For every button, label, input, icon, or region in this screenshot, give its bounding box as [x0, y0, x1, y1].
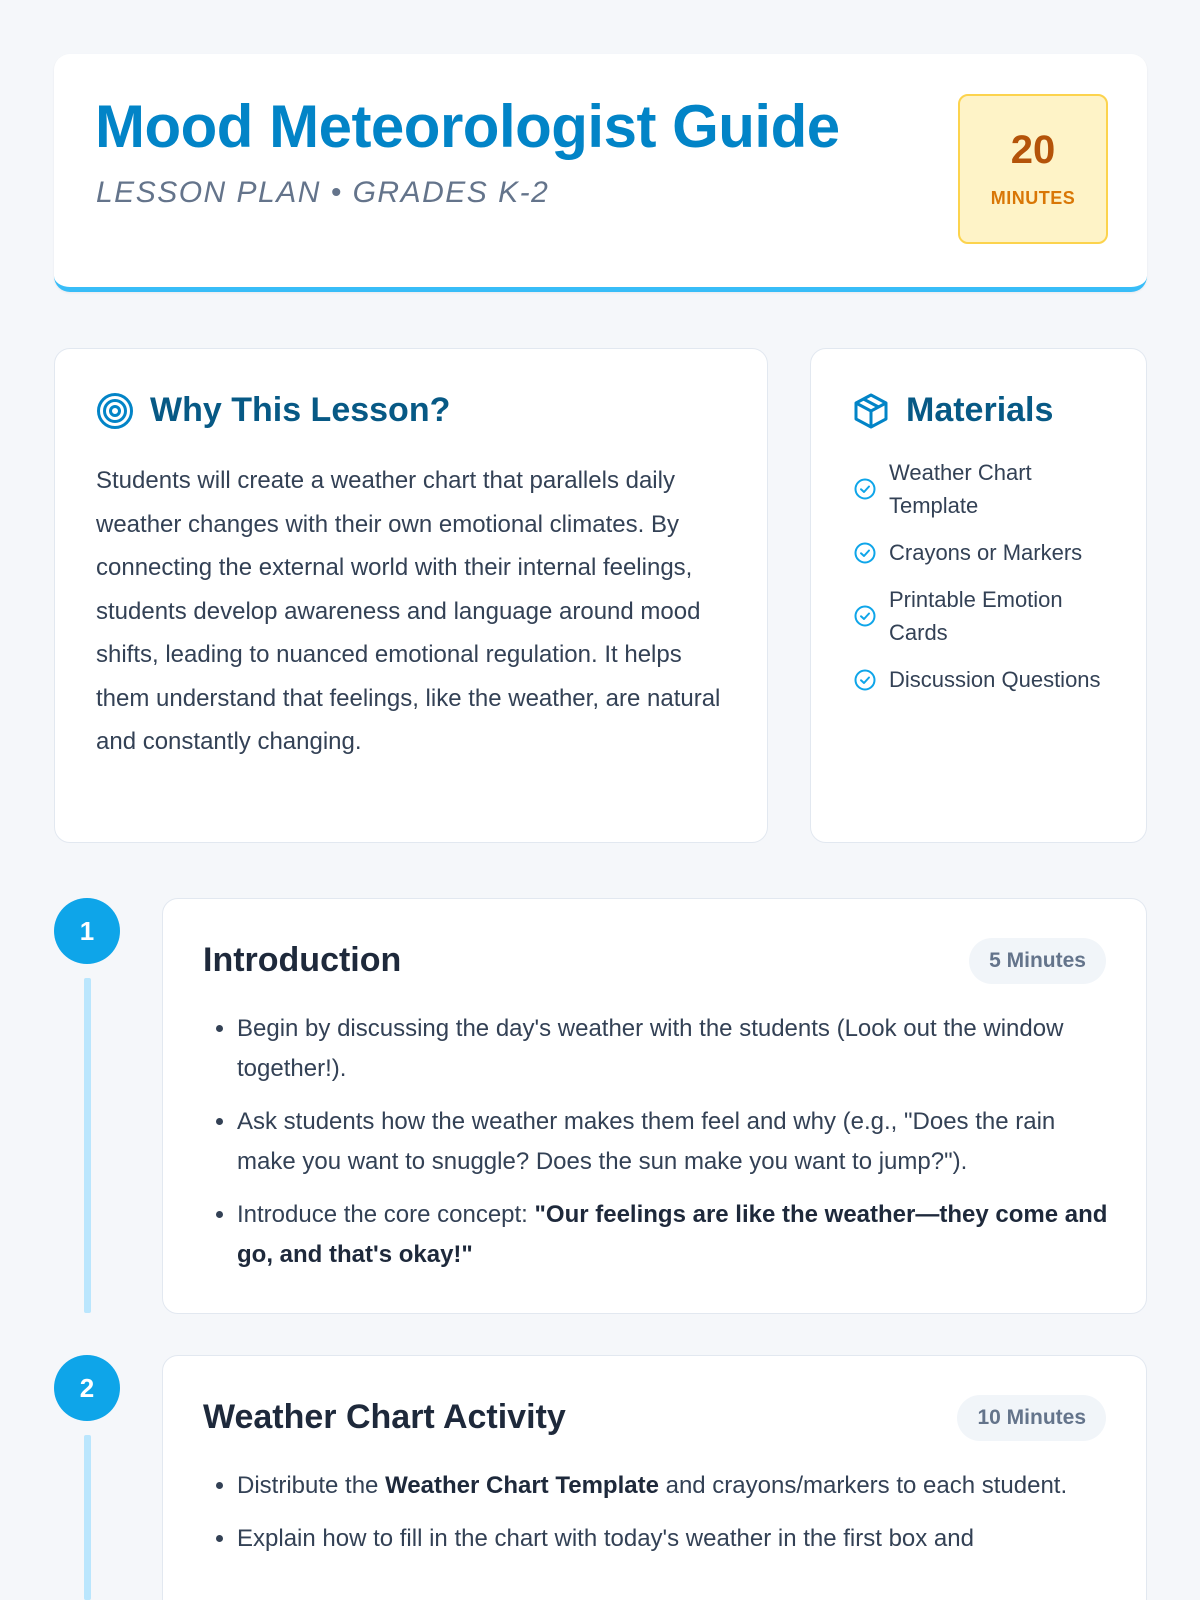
materials-heading-label: Materials [906, 391, 1054, 429]
materials-heading [852, 391, 1053, 430]
material-item [853, 663, 1123, 696]
why-body: Students will create a weather chart that parallels daily weather changes with their own emotional climates. By connecting the external world with their internal feelings, students develop awareness and language around mood shifts, leading to nuanced emotional regulation. It helps them understand that feelings, like the weather, are natural and constantly changing. [96, 467, 721, 755]
material-item [853, 536, 1123, 569]
step-1-card [162, 898, 1147, 1314]
why-heading-label: Why This Lesson? [150, 391, 451, 429]
duration-unit: MINUTES [990, 188, 1076, 208]
header-card [54, 54, 1147, 292]
step-1-list [237, 1009, 1117, 1288]
step-1-item: • Begin by discussing the day's weather with the students (Look out the window together!). [237, 1009, 1117, 1089]
step-2-item: • Explain how to fill in the chart with today's weather in the first box and [237, 1519, 1117, 1559]
check-circle-icon [853, 541, 877, 565]
check-circle-icon [853, 477, 877, 501]
material-label: Crayons or Markers [889, 540, 1083, 565]
item-bold: Weather Chart Template [385, 1472, 659, 1499]
material-label: Weather Chart Template [889, 460, 1032, 518]
step-1-time-badge: 5 Minutes [969, 938, 1106, 984]
duration-badge [958, 94, 1108, 244]
duration-number: 20 [1010, 128, 1056, 172]
page-subtitle: LESSON PLAN • GRADES K-2 [96, 176, 550, 209]
box-icon [852, 392, 890, 430]
step-1-item [237, 1195, 1117, 1275]
material-label: Printable Emotion Cards [889, 587, 1063, 645]
materials-list [853, 456, 1123, 710]
step-1-title: Introduction [203, 941, 402, 979]
step-2-list [237, 1466, 1117, 1572]
material-item [853, 583, 1123, 649]
step-2-timeline [84, 1435, 91, 1600]
why-card [54, 348, 768, 843]
step-2-title: Weather Chart Activity [203, 1398, 566, 1436]
step-2-item [237, 1466, 1117, 1506]
step-2-card [162, 1355, 1147, 1600]
item-text: Introduce the core concept: [237, 1201, 535, 1228]
step-1-item: • Ask students how the weather makes them feel and why (e.g., "Does the rain make you want to snuggle? Does the sun make you want to jump?"). [237, 1102, 1117, 1182]
why-heading [96, 391, 450, 430]
check-circle-icon [853, 668, 877, 692]
check-circle-icon [853, 604, 877, 628]
material-item [853, 456, 1123, 522]
item-text: and crayons/markers to each student. [658, 1472, 1068, 1499]
step-1-timeline [84, 978, 91, 1313]
core-concept-quote: "Our feelings are like the weather—they come and go, and that's okay!" [237, 1201, 1108, 1268]
step-1-badge: 1 [54, 898, 120, 964]
page-title: Mood Meteorologist Guide [95, 93, 840, 160]
material-label: Discussion Questions [889, 667, 1101, 692]
step-2-badge: 2 [54, 1355, 120, 1421]
target-icon [96, 392, 134, 430]
item-text: Distribute the [237, 1472, 386, 1499]
step-2-time-badge: 10 Minutes [957, 1395, 1106, 1441]
materials-card [810, 348, 1147, 843]
